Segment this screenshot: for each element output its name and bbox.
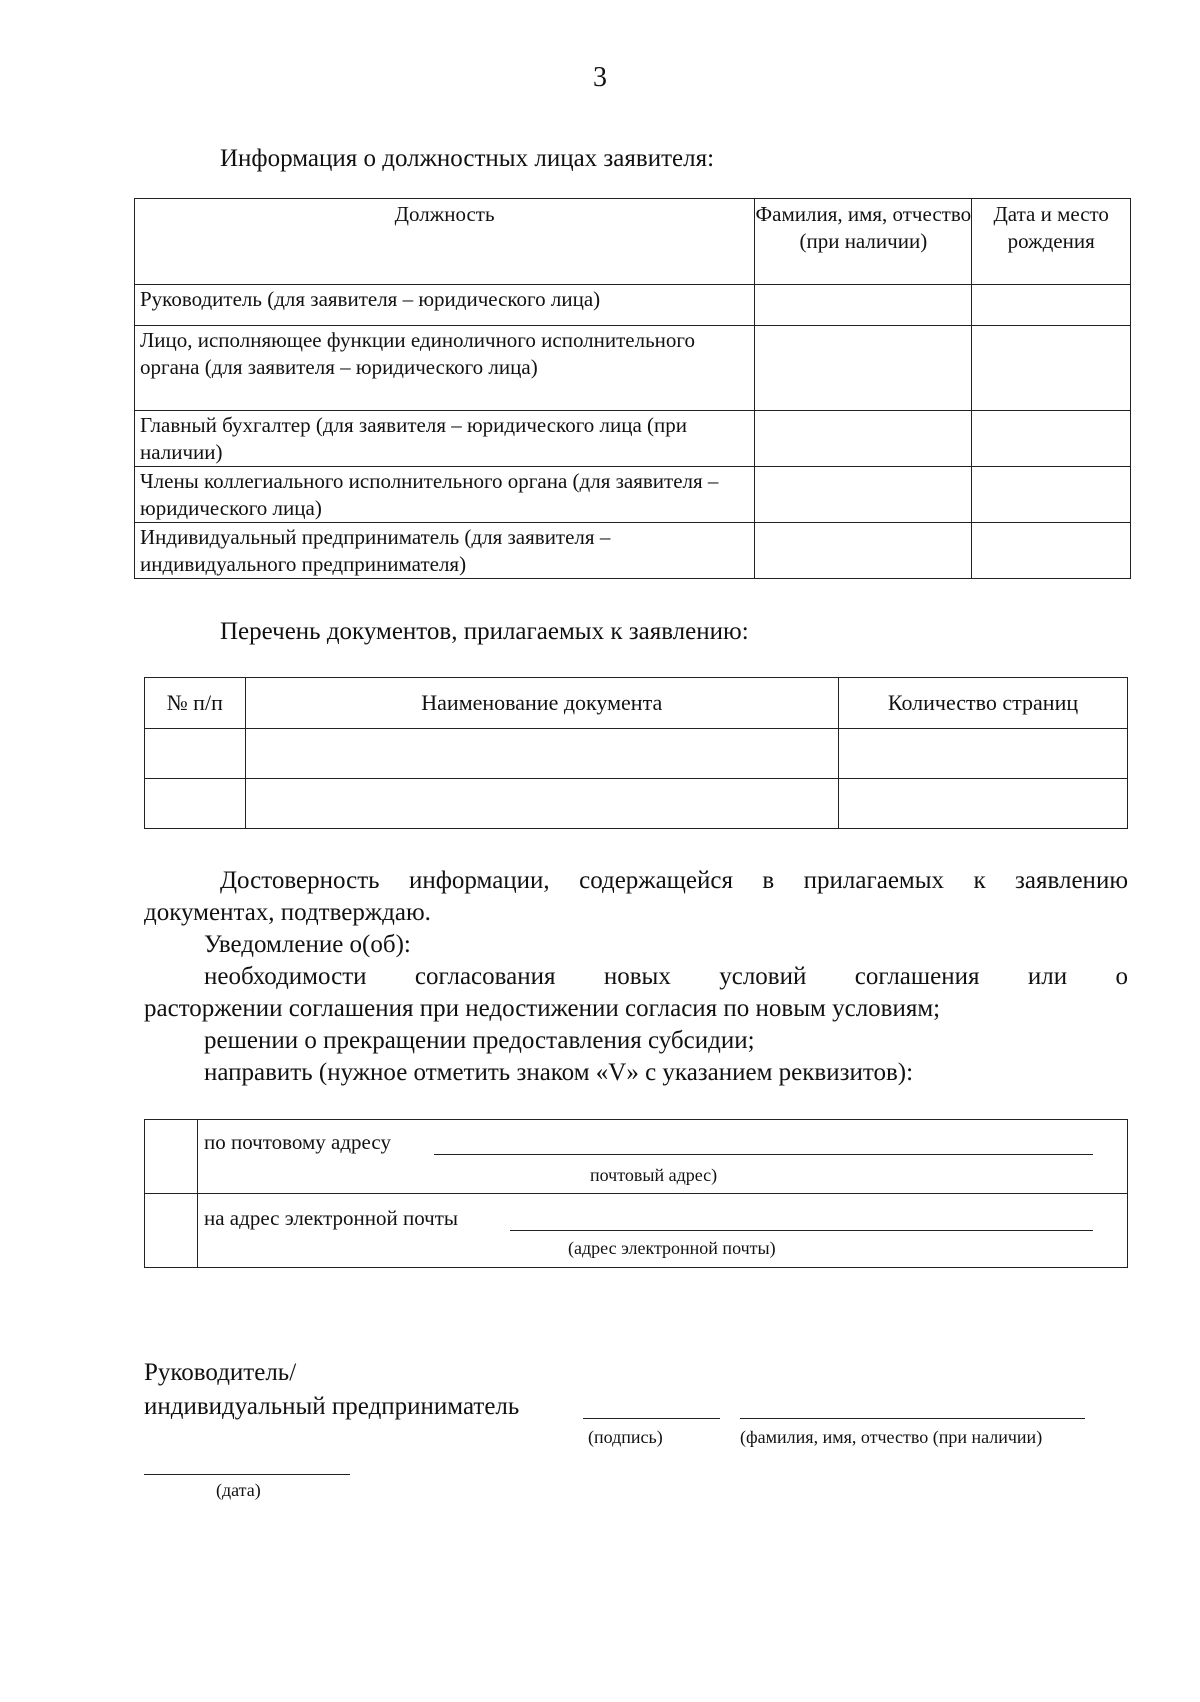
number-cell[interactable] bbox=[145, 779, 246, 829]
date-field[interactable] bbox=[144, 1474, 350, 1475]
delivery-row-email bbox=[145, 1194, 1128, 1268]
document-name-cell[interactable] bbox=[245, 729, 838, 779]
documents-heading: Перечень документов, прилагаемых к заявлению: bbox=[220, 618, 749, 645]
date-caption: (дата) bbox=[216, 1480, 261, 1500]
delivery-table bbox=[144, 1119, 1128, 1268]
notification-item-1-cont: расторжении соглашения при недостижении согласия по новым условиям; bbox=[144, 995, 941, 1022]
table-row bbox=[135, 467, 1131, 523]
table-row bbox=[145, 779, 1128, 829]
email-checkbox[interactable] bbox=[145, 1194, 198, 1268]
documents-header-row bbox=[145, 678, 1128, 729]
header-full-name: Фамилия, имя, отчество (при наличии) bbox=[755, 199, 972, 285]
table-row bbox=[135, 523, 1131, 579]
birth-cell[interactable] bbox=[972, 411, 1131, 467]
position-cell: Главный бухгалтер (для заявителя – юридического лица (при наличии) bbox=[135, 411, 755, 467]
postal-address-field[interactable] bbox=[434, 1154, 1093, 1155]
table-row bbox=[135, 285, 1131, 326]
signature-field[interactable] bbox=[583, 1418, 720, 1419]
full-name-field[interactable] bbox=[740, 1418, 1085, 1419]
delivery-instruction: направить (нужное отметить знаком «V» с указанием реквизитов): bbox=[204, 1059, 914, 1086]
number-cell[interactable] bbox=[145, 729, 246, 779]
header-position: Должность bbox=[135, 199, 755, 285]
postal-address-label: по почтовому адресу bbox=[204, 1130, 391, 1154]
full-name-cell[interactable] bbox=[755, 326, 972, 411]
table-row bbox=[135, 326, 1131, 411]
document-name-cell[interactable] bbox=[245, 779, 838, 829]
officials-header-row bbox=[135, 199, 1131, 285]
email-address-field[interactable] bbox=[510, 1230, 1093, 1231]
birth-cell[interactable] bbox=[972, 523, 1131, 579]
position-cell: Индивидуальный предприниматель (для заявителя – индивидуального предпринимателя) bbox=[135, 523, 755, 579]
full-name-cell[interactable] bbox=[755, 285, 972, 326]
table-row bbox=[145, 729, 1128, 779]
officials-table bbox=[134, 198, 1131, 579]
confirmation-line-2: документах, подтверждаю. bbox=[144, 899, 431, 926]
full-name-cell[interactable] bbox=[755, 467, 972, 523]
signer-title-line-2: индивидуальный предприниматель bbox=[144, 1393, 520, 1420]
email-address-caption: (адрес электронной почты) bbox=[568, 1238, 776, 1258]
header-number: № п/п bbox=[145, 678, 246, 729]
full-name-cell[interactable] bbox=[755, 523, 972, 579]
page-number: 3 bbox=[593, 62, 607, 93]
delivery-row-postal bbox=[145, 1120, 1128, 1194]
signer-title-line-1: Руководитель/ bbox=[144, 1359, 297, 1386]
documents-table bbox=[144, 677, 1128, 829]
full-name-cell[interactable] bbox=[755, 411, 972, 467]
email-address-label: на адрес электронной почты bbox=[204, 1206, 459, 1230]
postal-address-cell bbox=[198, 1120, 1128, 1194]
birth-cell[interactable] bbox=[972, 467, 1131, 523]
page-count-cell[interactable] bbox=[838, 779, 1127, 829]
full-name-caption: (фамилия, имя, отчество (при наличии) bbox=[740, 1427, 1043, 1447]
signature-caption: (подпись) bbox=[588, 1427, 663, 1447]
header-page-count: Количество страниц bbox=[838, 678, 1127, 729]
birth-cell[interactable] bbox=[972, 285, 1131, 326]
position-cell: Руководитель (для заявителя – юридического лица) bbox=[135, 285, 755, 326]
position-cell: Члены коллегиального исполнительного органа (для заявителя – юридического лица) bbox=[135, 467, 755, 523]
confirmation-line-1: Достоверность информации, содержащейся в прилагаемых к заявлению bbox=[220, 867, 1128, 894]
table-row bbox=[135, 411, 1131, 467]
header-birth-date-place: Дата и место рождения bbox=[972, 199, 1131, 285]
postal-checkbox[interactable] bbox=[145, 1120, 198, 1194]
notification-item-1: необходимости согласования новых условий соглашения или о bbox=[204, 963, 1128, 990]
page-count-cell[interactable] bbox=[838, 729, 1127, 779]
notification-label: Уведомление о(об): bbox=[204, 931, 411, 958]
notification-item-2: решении о прекращении предоставления субсидии; bbox=[204, 1027, 755, 1054]
email-address-cell bbox=[198, 1194, 1128, 1268]
position-cell: Лицо, исполняющее функции единоличного исполнительного органа (для заявителя – юридического лица) bbox=[135, 326, 755, 411]
officials-heading: Информация о должностных лицах заявителя: bbox=[220, 145, 715, 172]
postal-address-caption: почтовый адрес) bbox=[590, 1165, 718, 1185]
birth-cell[interactable] bbox=[972, 326, 1131, 411]
header-document-name: Наименование документа bbox=[245, 678, 838, 729]
